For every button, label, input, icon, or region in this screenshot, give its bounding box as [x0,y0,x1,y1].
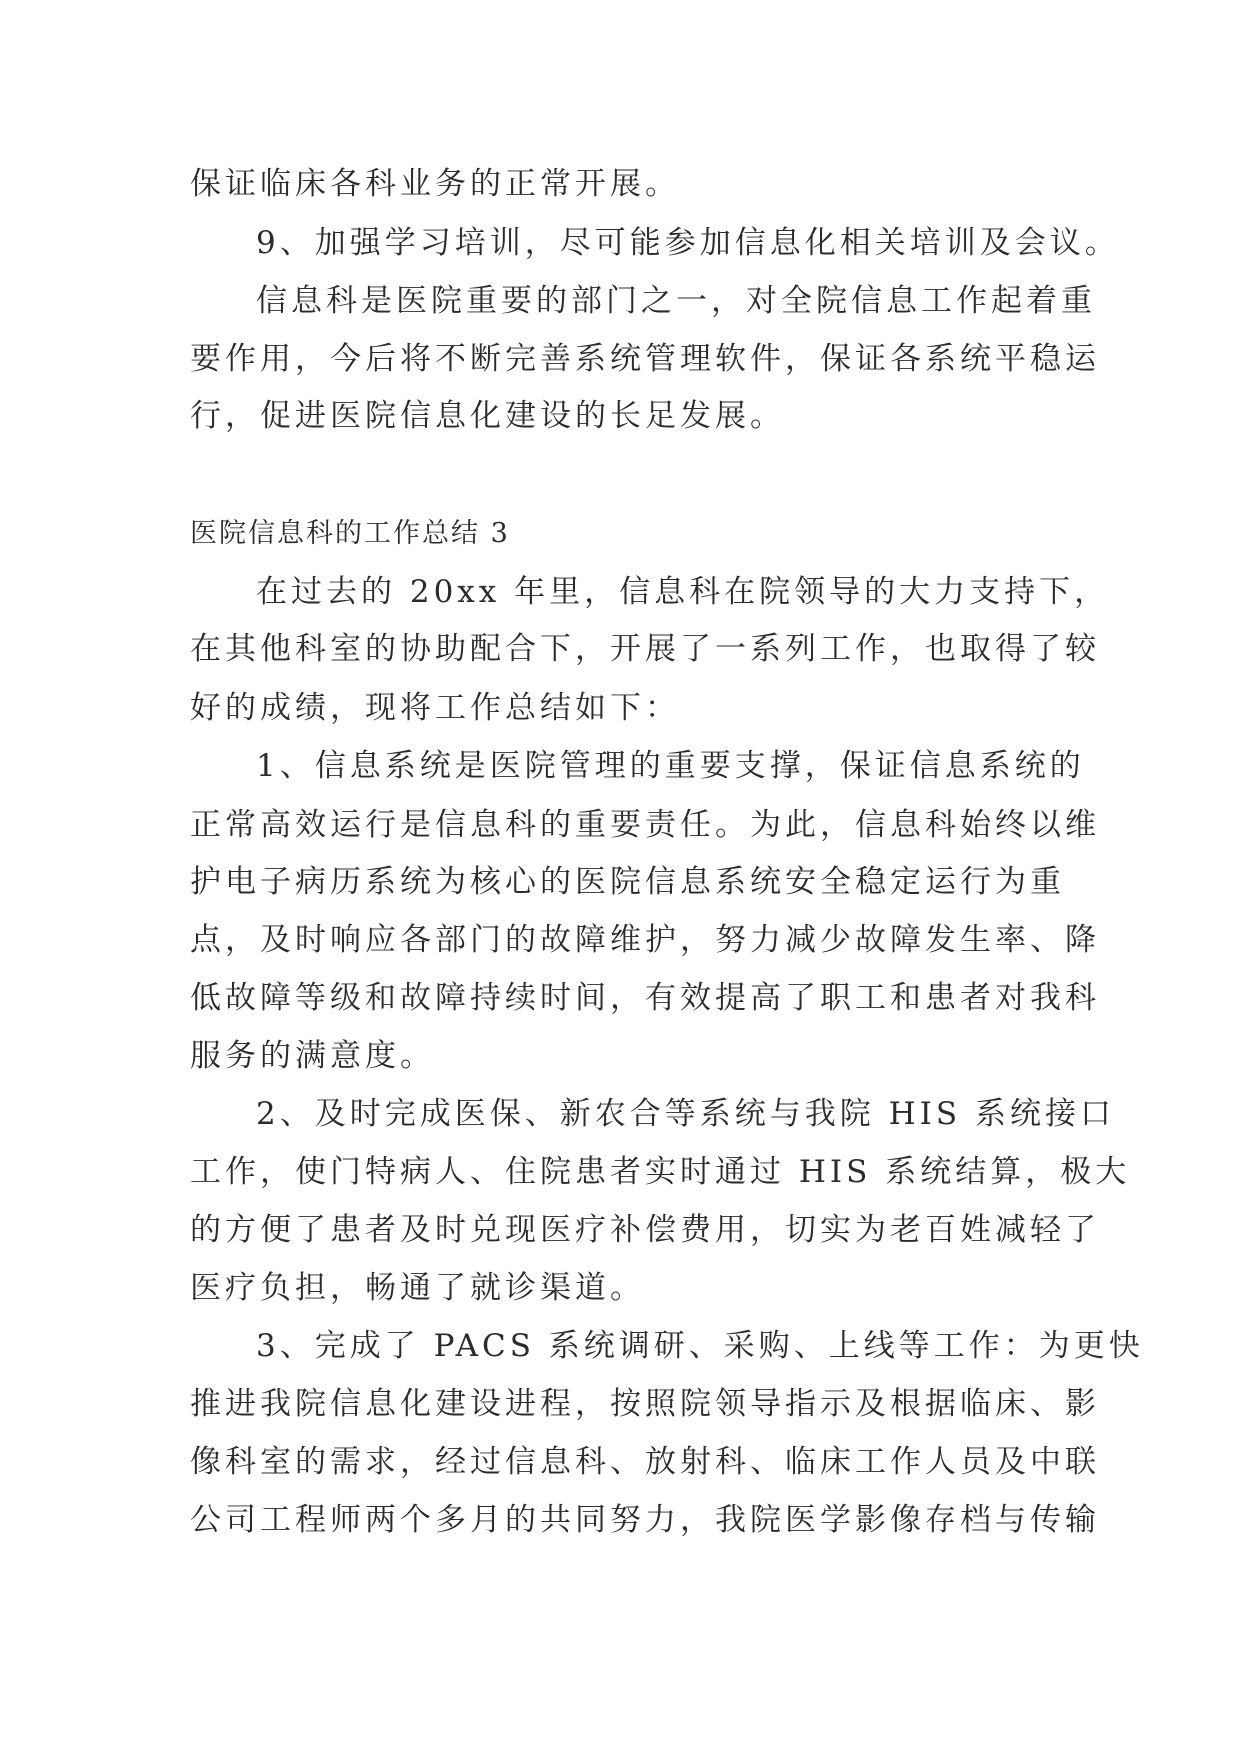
text-line: 服务的满意度。 [190,1038,435,1074]
text-line: 好的成绩，现将工作总结如下： [190,690,680,726]
text-line: 3、完成了 PACS 系统调研、采购、上线等工作：为更快 [256,1328,1144,1364]
section-heading: 医院信息科的工作总结 3 [190,518,510,549]
text-line: 1、信息系统是医院管理的重要支撑，保证信息系统的 [256,748,1085,784]
text-line: 在其他科室的协助配合下，开展了一系列工作，也取得了较 [190,631,1100,667]
text-line: 9、加强学习培训，尽可能参加信息化相关培训及会议。 [256,225,1120,261]
text-line: 护电子病历系统为核心的医院信息系统安全稳定运行为重 [190,864,1065,900]
text-line: 信息科是医院重要的部门之一，对全院信息工作起着重 [256,283,1096,319]
text-line: 2、及时完成医保、新农合等系统与我院 HIS 系统接口 [256,1096,1115,1132]
text-line: 保证临床各科业务的正常开展。 [190,166,680,202]
text-line: 的方便了患者及时兑现医疗补偿费用，切实为老百姓减轻了 [190,1212,1100,1248]
text-line: 公司工程师两个多月的共同努力，我院医学影像存档与传输 [190,1502,1100,1538]
text-line: 在过去的 20xx 年里，信息科在院领导的大力支持下， [256,574,1110,610]
text-line: 正常高效运行是信息科的重要责任。为此，信息科始终以维 [190,807,1100,843]
text-line: 要作用，今后将不断完善系统管理软件，保证各系统平稳运 [190,341,1100,377]
text-line: 医疗负担，畅通了就诊渠道。 [190,1270,645,1306]
text-line: 低故障等级和故障持续时间，有效提高了职工和患者对我科 [190,980,1100,1016]
text-line: 推进我院信息化建设进程，按照院领导指示及根据临床、影 [190,1386,1100,1422]
text-line: 点，及时响应各部门的故障维护，努力减少故障发生率、降 [190,922,1100,958]
text-line: 像科室的需求，经过信息科、放射科、临床工作人员及中联 [190,1444,1100,1480]
text-line: 工作，使门特病人、住院患者实时通过 HIS 系统结算，极大 [190,1154,1131,1190]
text-line: 行，促进医院信息化建设的长足发展。 [190,398,785,434]
